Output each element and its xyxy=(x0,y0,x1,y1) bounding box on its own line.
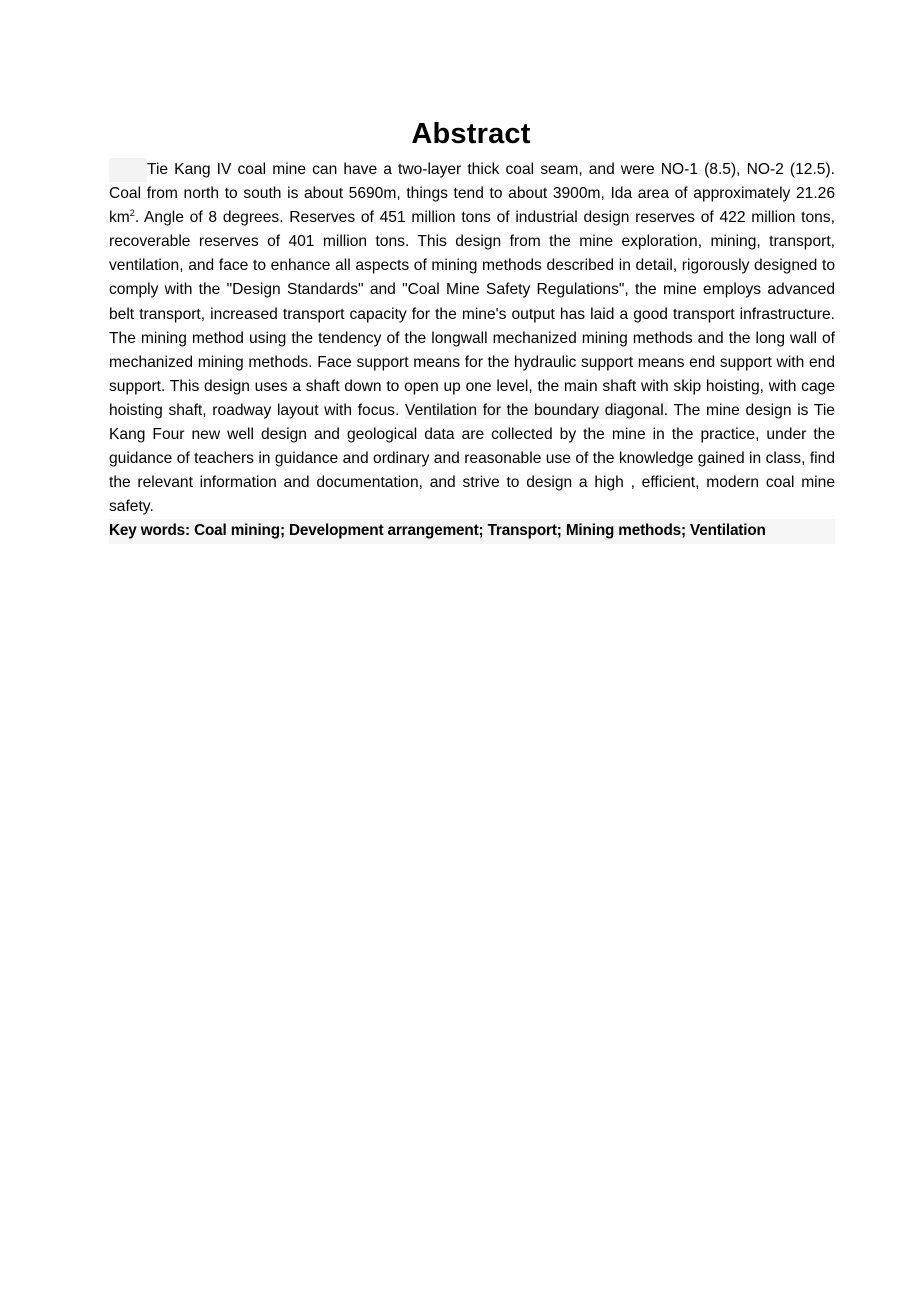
keyword-separator: ; xyxy=(279,522,289,540)
body-text-part-3: The mine design is Tie Kang Four new well design and geological data are collected by the mine in the practice, under the guidance of teachers in guidance and ordinary and reasonable use of the knowledge gained in class, find the relevant information and documentation, and strive to design a high , efficient, modern coal mine safety. xyxy=(109,401,835,516)
keyword-item: Ventilation xyxy=(690,522,766,540)
keywords-line xyxy=(109,519,835,543)
keywords-label: Key words: xyxy=(109,522,190,540)
superscript-exponent: 2 xyxy=(129,208,135,219)
abstract-body xyxy=(109,158,835,519)
keyword-separator: ; xyxy=(478,522,488,540)
abstract-block xyxy=(109,158,835,544)
body-text-part-1: Tie Kang IV coal mine can have a two-layer thick coal seam, and were NO-1 (8.5), NO-2 (12.5). Coal from north to south is about 5690m, things tend to about 3900m, Ida area of approximately 21.26 km xyxy=(109,161,835,227)
keyword-item: Development arrangement xyxy=(289,522,479,540)
keyword-separator: ; xyxy=(556,522,566,540)
keyword-separator: ; xyxy=(681,522,691,540)
keyword-item: Mining methods xyxy=(565,522,681,540)
highlighted-sentence: Ventilation for the boundary diagonal. xyxy=(405,401,669,419)
keyword-item: Transport xyxy=(487,522,557,540)
abstract-title: Abstract xyxy=(411,118,531,150)
keyword-item: Coal mining xyxy=(194,522,280,540)
body-text-part-2: . Angle of 8 degrees. Reserves of 451 million tons of industrial design reserves of 422 million tons, recoverable reserves of 401 million tons. This design from the mine exploration, mining, transport, ventilation, and face to enhance all aspects of mining methods described in detail, rigorously designed to comply with the "Design Standards" and "Coal Mine Safety Regulations", the mine employs advanced belt transport, increased transport capacity for the mine's output has laid a good transport infrastructure. The mining method using the tendency of the longwall mechanized mining methods and the long wall of mechanized mining methods. Face support means for the hydraulic support means end support with end support. This design uses a shaft down to open up one level, the main shaft with skip hoisting, with cage hoisting shaft, roadway layout with focus. xyxy=(109,209,835,419)
